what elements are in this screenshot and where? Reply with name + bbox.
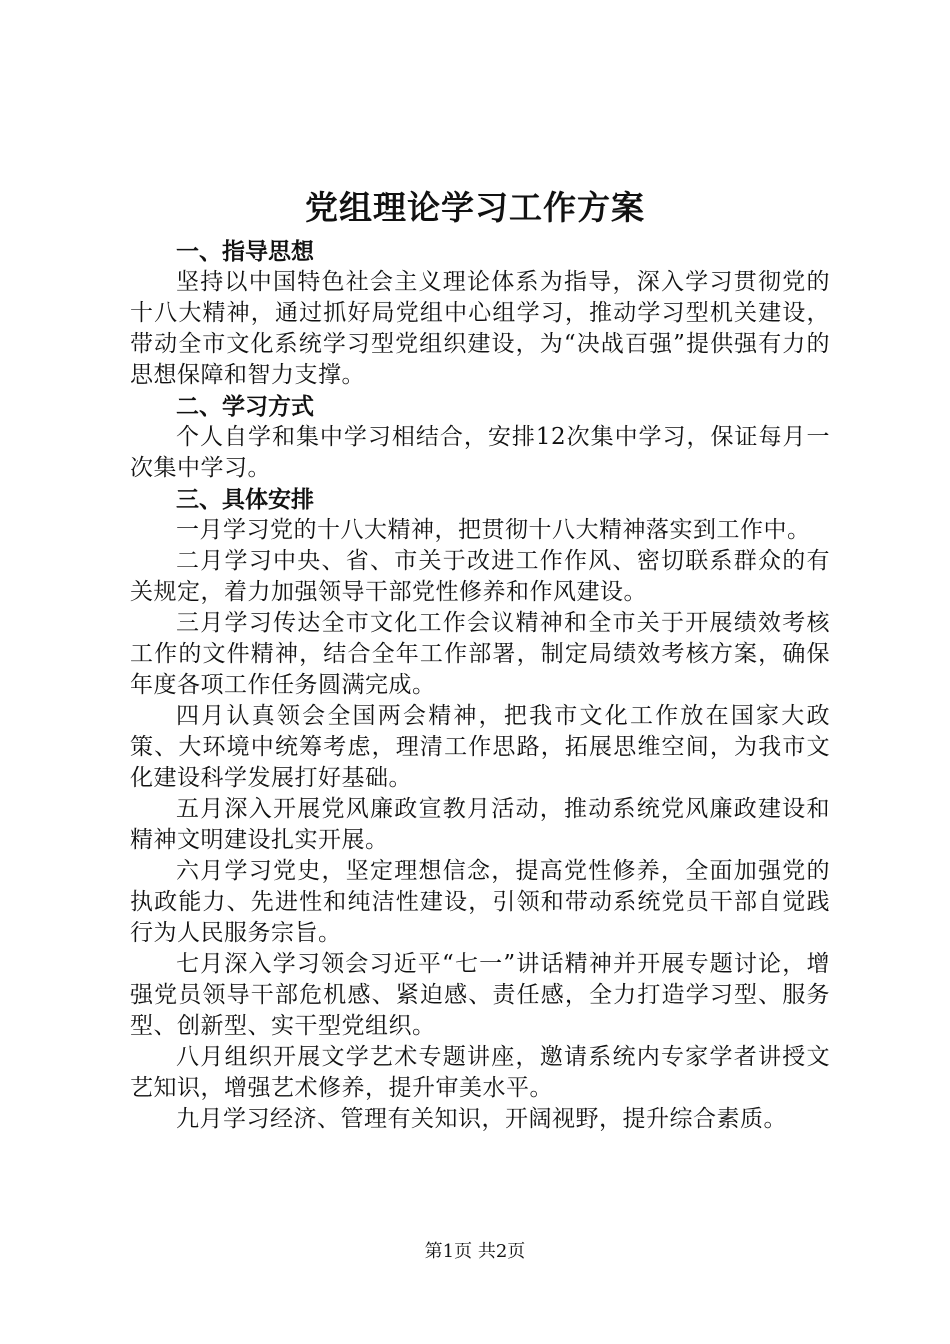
paragraph-july: 七月深入学习领会习近平“七一”讲话精神并开展专题讨论，增强党员领导干部危机感、紧迫感、责任感，全力打造学习型、服务型、创新型、实干型党组织。	[130, 951, 830, 1039]
paragraph-april: 四月认真领会全国两会精神，把我市文化工作放在国家大政策、大环境中统筹考虑，理清工作思路，拓展思维空间，为我市文化建设科学发展打好基础。	[130, 703, 830, 791]
document-body	[130, 236, 830, 1135]
paragraph-august: 八月组织开展文学艺术专题讲座，邀请系统内专家学者讲授文艺知识，增强艺术修养，提升审美水平。	[130, 1044, 830, 1101]
paragraph-january: 一月学习党的十八大精神，把贯彻十八大精神落实到工作中。	[176, 517, 811, 543]
paragraph: 个人自学和集中学习相结合，安排12次集中学习，保证每月一次集中学习。	[130, 424, 830, 481]
section-heading-study-method: 二、学习方式	[176, 393, 314, 420]
paragraph: 坚持以中国特色社会主义理论体系为指导，深入学习贯彻党的十八大精神，通过抓好局党组中心组学习，推动学习型机关建设，带动全市文化系统学习型党组织建设，为“决战百强”提供强有力的思想保障和智力支撑。	[130, 269, 830, 388]
paragraph-september: 九月学习经济、管理有关知识，开阔视野，提升综合素质。	[176, 1106, 787, 1132]
document-title: 党组理论学习工作方案	[305, 188, 645, 227]
paragraph-march: 三月学习传达全市文化工作会议精神和全市关于开展绩效考核工作的文件精神，结合全年工作部署，制定局绩效考核方案，确保年度各项工作任务圆满完成。	[130, 610, 830, 698]
paragraph-june: 六月学习党史，坚定理想信念，提高党性修养，全面加强党的执政能力、先进性和纯洁性建设，引领和带动系统党员干部自觉践行为人民服务宗旨。	[130, 858, 830, 946]
section-heading-specific-arrangement: 三、具体安排	[176, 486, 314, 513]
page-footer: 第1页 共2页	[424, 1241, 526, 1262]
paragraph-february: 二月学习中央、省、市关于改进工作作风、密切联系群众的有关规定，着力加强领导干部党性修养和作风建设。	[130, 548, 830, 605]
paragraph-may: 五月深入开展党风廉政宣教月活动，推动系统党风廉政建设和精神文明建设扎实开展。	[130, 796, 830, 853]
section-heading-guiding-ideology: 一、指导思想	[176, 238, 314, 265]
